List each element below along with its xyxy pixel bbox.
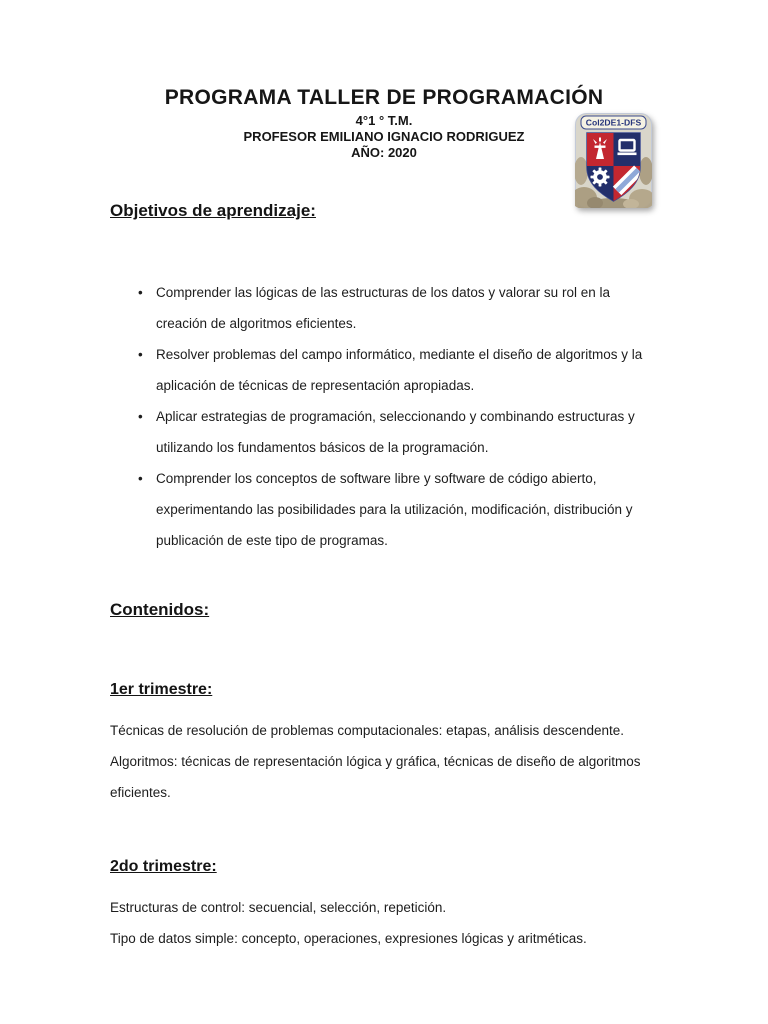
subtitle-professor: PROFESOR EMILIANO IGNACIO RODRIGUEZ (243, 129, 525, 144)
section-heading-contenidos: Contenidos: (110, 600, 210, 619)
paragraph: Técnicas de resolución de problemas computacionales: etapas, análisis descendente. (110, 723, 625, 738)
paragraph: Algoritmos: técnicas de representación lógica y gráfica, técnicas de diseño de algoritmos eficientes. (110, 754, 641, 800)
objective-text: Comprender las lógicas de las estructuras de los datos y valorar su rol en la creación de algoritmos eficientes. (156, 285, 610, 331)
paragraph: Estructuras de control: secuencial, selección, repetición. (110, 900, 447, 915)
bullet-icon: • (138, 347, 143, 362)
banner-text: Col2DE1-DFS (585, 117, 642, 128)
bullet-icon: • (138, 285, 143, 300)
trimestre1-content (110, 715, 660, 808)
gear-icon (591, 168, 610, 187)
document-body (110, 201, 660, 954)
objective-text: Resolver problemas del campo informático, mediante el diseño de algoritmos y la aplicación de técnicas de representación apropiadas. (156, 347, 643, 393)
section-heading-trimestre1: 1er trimestre: (110, 681, 213, 698)
school-crest-logo (575, 113, 652, 208)
trimestre2-content (110, 892, 660, 954)
subtitle-grade: 4°1 ° T.M. (355, 113, 413, 128)
objective-item (110, 401, 660, 463)
document-header (0, 0, 768, 161)
objective-item (110, 339, 660, 401)
subtitle-year: AÑO: 2020 (351, 145, 417, 160)
section-heading-trimestre2: 2do trimestre: (110, 858, 217, 875)
paragraph: Tipo de datos simple: concepto, operaciones, expresiones lógicas y aritméticas. (110, 931, 587, 946)
page-title: PROGRAMA TALLER DE PROGRAMACIÓN (164, 86, 604, 109)
objectives-list (110, 277, 660, 556)
section-heading-objetivos: Objetivos de aprendizaje: (110, 201, 316, 220)
objective-text: Comprender los conceptos de software libre y software de código abierto, experimentando las posibilidades para la utilización, modificación, distribución y publicación de este tipo de programas. (156, 471, 633, 548)
bullet-icon: • (138, 471, 143, 486)
objective-item (110, 277, 660, 339)
objective-item (110, 463, 660, 556)
objective-text: Aplicar estrategias de programación, seleccionando y combinando estructuras y utilizando los fundamentos básicos de la programación. (156, 409, 635, 455)
bullet-icon: • (138, 409, 143, 424)
